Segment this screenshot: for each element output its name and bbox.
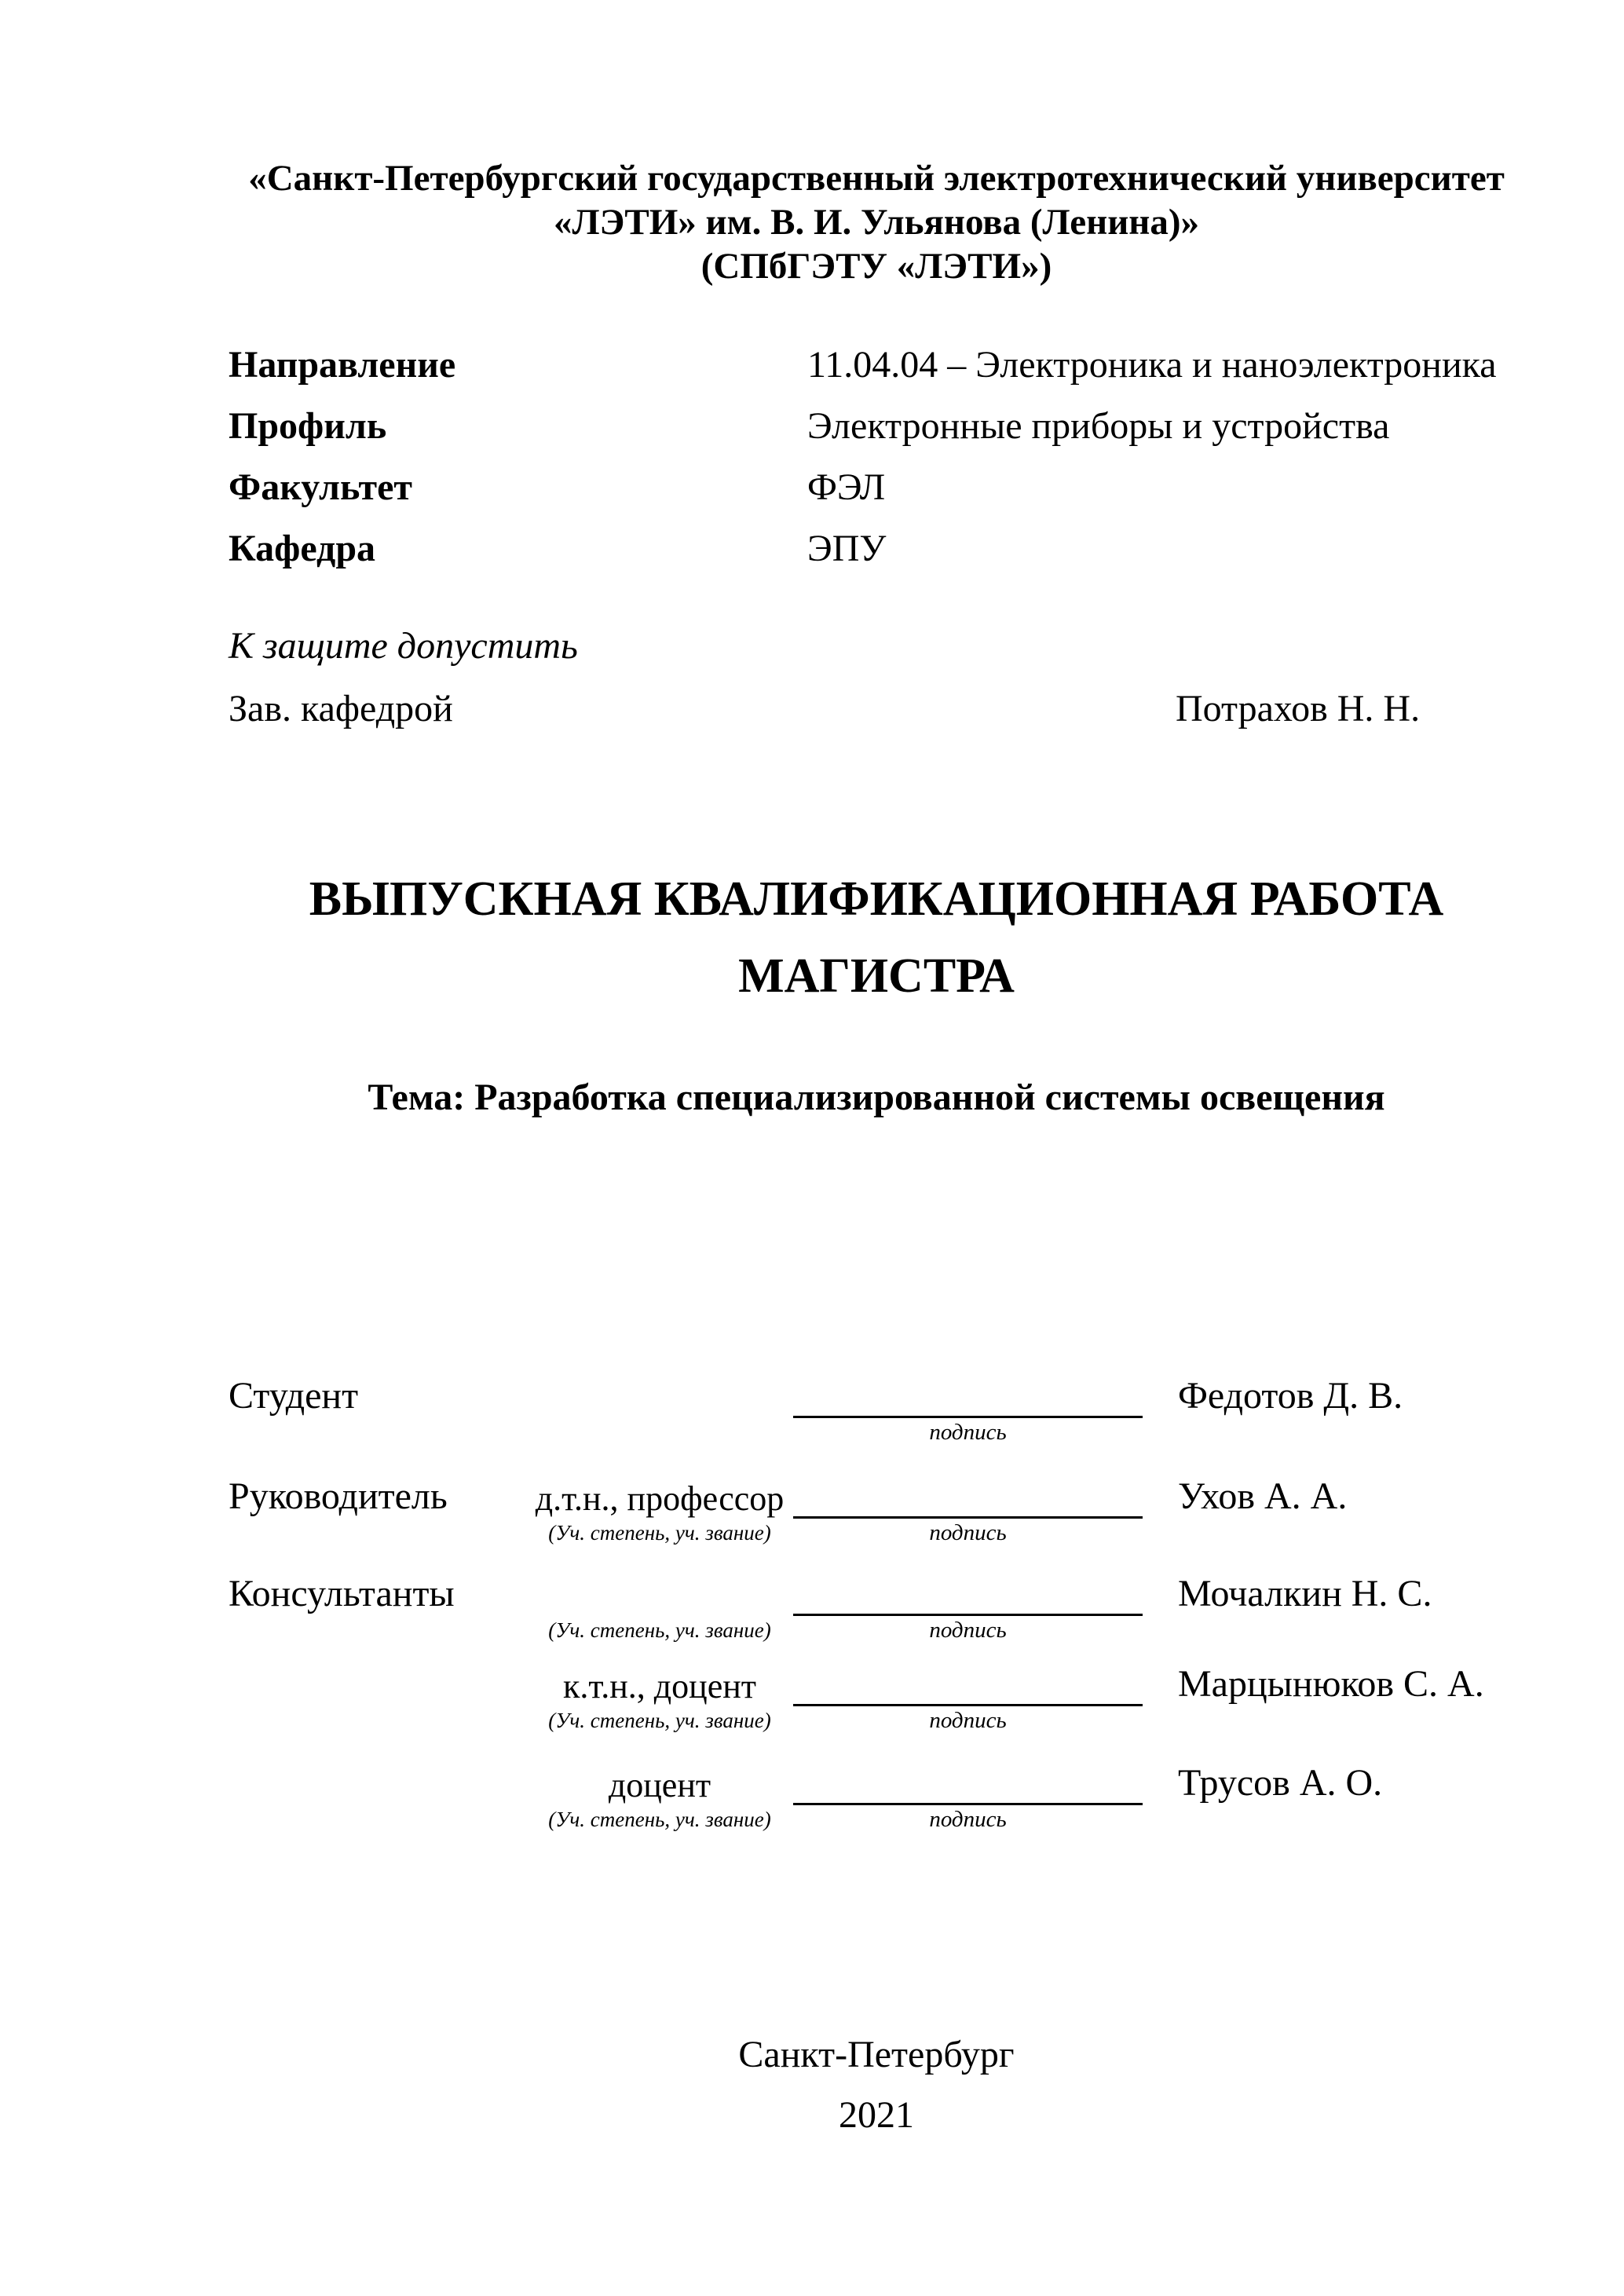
thesis-title — [229, 861, 1524, 1015]
thesis-title-line1: ВЫПУСКНАЯ КВАЛИФИКАЦИОННАЯ РАБОТА — [309, 872, 1444, 926]
student-signature-caption: подпись — [929, 1420, 1007, 1445]
signature-row-student — [0, 1374, 1624, 1453]
department-label: Кафедра — [229, 528, 376, 569]
faculty-label: Факультет — [229, 466, 412, 508]
signature-row-consultant-2 — [0, 1662, 1624, 1741]
profile-label: Профиль — [229, 405, 387, 447]
consultants-role-label: Консультанты — [229, 1573, 455, 1614]
student-name: Федотов Д. В. — [1178, 1375, 1403, 1417]
signature-row-supervisor — [0, 1475, 1624, 1553]
student-signature-line — [793, 1374, 1143, 1418]
supervisor-signature-line — [793, 1475, 1143, 1519]
field-row-faculty — [0, 457, 1624, 518]
field-row-profile — [0, 396, 1624, 457]
program-fields — [0, 335, 1624, 579]
consultant-3-signature-line — [793, 1761, 1143, 1805]
supervisor-degree: д.т.н., профессор — [535, 1479, 785, 1518]
profile-value: Электронные приборы и устройства — [807, 405, 1390, 447]
university-header — [229, 156, 1524, 288]
department-value: ЭПУ — [807, 528, 887, 569]
admission-permit-line: К защите допустить — [229, 625, 578, 667]
thesis-title-line2: МАГИСТРА — [738, 949, 1015, 1003]
consultant-1-signature-caption: подпись — [929, 1618, 1007, 1643]
university-name-line3: (СПбГЭТУ «ЛЭТИ») — [700, 246, 1052, 287]
footer-city: Санкт-Петербург — [738, 2034, 1015, 2075]
supervisor-role-label: Руководитель — [229, 1475, 448, 1517]
university-name-line2: «ЛЭТИ» им. В. И. Ульянова (Ленина)» — [553, 202, 1200, 243]
signature-row-consultant-1 — [0, 1572, 1624, 1651]
thesis-topic: Тема: Разработка специализированной системы освещения — [368, 1077, 1385, 1118]
consultant-3-signature-caption: подпись — [929, 1807, 1007, 1832]
direction-value: 11.04.04 – Электроника и наноэлектроника — [807, 344, 1497, 386]
field-row-direction — [0, 335, 1624, 396]
consultant-3-degree-caption: (Уч. степень, уч. звание) — [548, 1808, 771, 1831]
signature-row-consultant-3 — [0, 1761, 1624, 1840]
supervisor-degree-caption: (Уч. степень, уч. звание) — [548, 1521, 771, 1545]
department-head-row — [0, 687, 1624, 731]
consultant-1-signature-line — [793, 1572, 1143, 1616]
supervisor-signature-caption: подпись — [929, 1520, 1007, 1545]
consultant-1-name: Мочалкин Н. С. — [1178, 1573, 1432, 1614]
consultant-2-signature-line — [793, 1662, 1143, 1706]
consultant-2-name: Марцынюков С. А. — [1178, 1663, 1484, 1705]
consultant-2-signature-caption: подпись — [929, 1708, 1007, 1733]
consultant-2-degree: к.т.н., доцент — [562, 1667, 757, 1706]
department-head-label: Зав. кафедрой — [229, 688, 453, 729]
consultant-2-degree-caption: (Уч. степень, уч. звание) — [548, 1709, 771, 1732]
department-head-name: Потрахов Н. Н. — [1176, 688, 1421, 729]
supervisor-name: Ухов А. А. — [1178, 1475, 1348, 1517]
university-name-line1: «Санкт-Петербургский государственный электротехнический университет — [248, 158, 1505, 199]
consultant-1-degree-caption: (Уч. степень, уч. звание) — [548, 1618, 771, 1642]
student-role-label: Студент — [229, 1375, 359, 1417]
consultant-3-degree: доцент — [608, 1766, 711, 1804]
faculty-value: ФЭЛ — [807, 466, 886, 508]
field-row-department — [0, 518, 1624, 579]
footer-year: 2021 — [839, 2094, 914, 2136]
consultant-3-name: Трусов А. О. — [1178, 1762, 1383, 1804]
direction-label: Направление — [229, 344, 456, 386]
